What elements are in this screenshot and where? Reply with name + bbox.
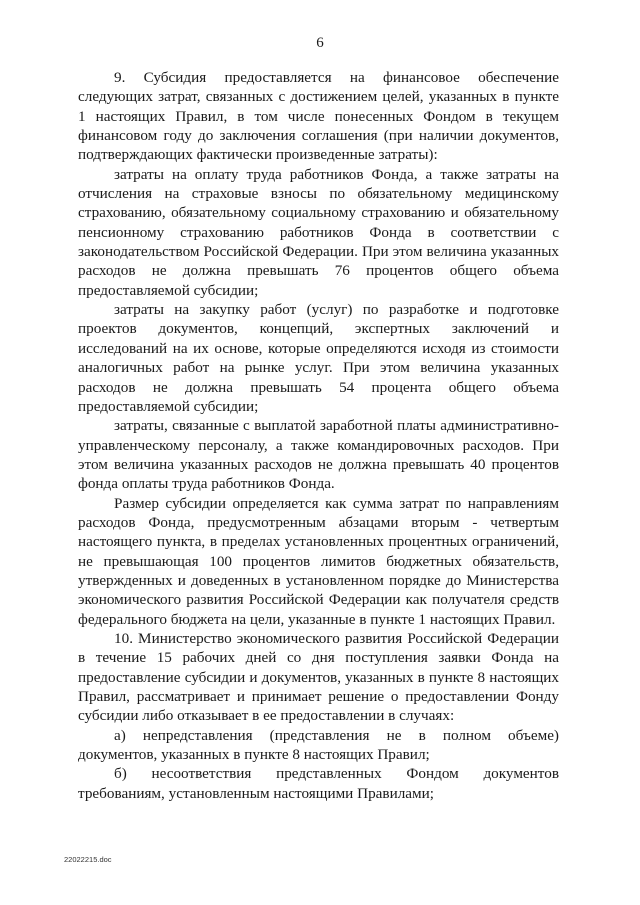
paragraph-item-10: 10. Министерство экономического развития Российской Федерации в течение 15 рабочих дней со дня поступления заявки Фонда на предоставление субсидии и документов, указанных в пункте 8 настоящих Правил, рассматривает и принимает решение о предоставлении Фонду субсидии либо отказывает в ее предоставлении в случаях: bbox=[78, 629, 559, 725]
paragraph-item-9: 9. Субсидия предоставляется на финансовое обеспечение следующих затрат, связанных с достижением целей, указанных в пункте 1 настоящих Правил, в том числе понесенных Фондом в текущем финансовом году до заключения соглашения (при наличии документов, подтверждающих фактически произведенные затраты): bbox=[78, 69, 559, 164]
paragraph-admin-costs: затраты, связанные с выплатой заработной платы административно-управленческому персоналу, а также командировочных расходов. При этом величина указанных расходов не должна превышать 40 процентов фонда оплаты труда работников Фонда. bbox=[78, 417, 559, 493]
page-number: 6 bbox=[316, 35, 324, 51]
paragraph-labor-costs: затраты на оплату труда работников Фонда, а также затраты на отчисления на страховые взносы по обязательному медицинскому страхованию, обязательному социальному страхованию и обязательному пенсионному страхованию работников Фонда в соответствии с законодательством Российской Федерации. При этом величина указанных расходов не должна превышать 76 процентов общего объема предоставляемой субсидии; bbox=[78, 165, 559, 299]
footer-filename: 22022215.doc bbox=[64, 855, 112, 864]
paragraph-refusal-a: а) непредставления (представления не в полном объеме) документов, указанных в пункте 8 настоящих Правил; bbox=[78, 726, 559, 764]
paragraph-subsidy-amount: Размер субсидии определяется как сумма затрат по направлениям расходов Фонда, предусмотренным абзацами вторым - четвертым настоящего пункта, в пределах установленных процентных ограничений, не превышающая 100 процентов лимитов бюджетных обязательств, утвержденных и доведенных в установленном порядке до Министерства экономического развития Российской Федерации как получателя средств федерального бюджета на цели, указанные в пункте 1 настоящих Правил. bbox=[78, 494, 559, 628]
paragraph-procurement-costs: затраты на закупку работ (услуг) по разработке и подготовке проектов документов, концепций, экспертных заключений и исследований на их основе, которые определяются исходя из стоимости аналогичных работ на рынке услуг. При этом величина указанных расходов не должна превышать 54 процента общего объема предоставляемой субсидии; bbox=[78, 301, 559, 415]
paragraph-refusal-b: б) несоответствия представленных Фондом документов требованиям, установленным настоящими Правилами; bbox=[78, 765, 559, 802]
document-body bbox=[78, 68, 559, 803]
